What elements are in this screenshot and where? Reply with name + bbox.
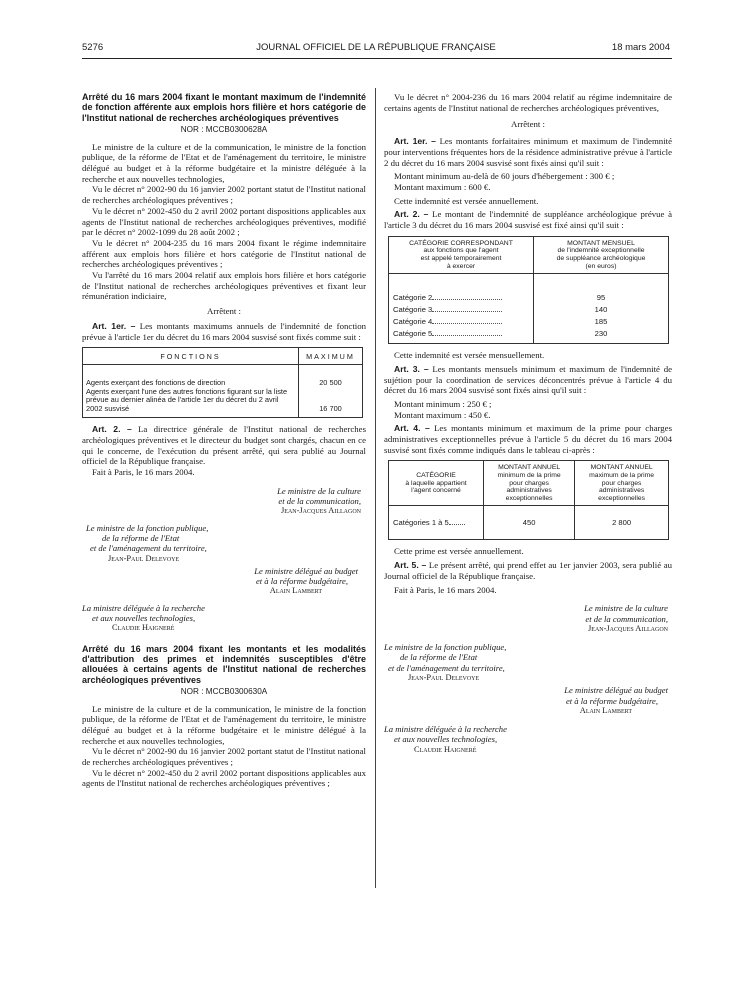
table-value-direction: 20 500 <box>319 378 342 388</box>
decree-1-article-2 <box>82 424 366 467</box>
header-line: aux fonctions que l'agent <box>423 247 499 255</box>
table-spacer <box>302 388 359 405</box>
right-column <box>384 92 672 755</box>
decree-1-vu-3: Vu le décret n° 2004-235 du 16 mars 2004 fixant le régime indemnitaire afférent aux emplois hors filière et hors catégorie de l'Institut national de recherches archéologiques préventives ; <box>82 237 366 270</box>
signature-title: Le ministre de la culture <box>584 603 668 614</box>
decree-1-vu-4: Vu l'arrêté du 16 mars 2004 relatif aux emplois hors filière et hors catégorie de l'Institut national de recherches archéologiques préventives et fixant leur rémunération indiciaire, <box>82 270 366 302</box>
header-line: administratives <box>506 487 552 495</box>
table-value-minimum: 450 <box>484 506 575 540</box>
header-line: MONTANT ANNUEL <box>590 464 653 472</box>
signature-title: La ministre déléguée à la recherche <box>82 602 205 613</box>
decree-2-title: Arrêté du 16 mars 2004 fixant les montants et les modalités d'attribution des primes et indemnités susceptibles d'être allouées à certains agents de l'Institut national de recherches archéologiques préventives <box>82 643 366 685</box>
header-line: MONTANT MENSUEL <box>567 239 635 247</box>
suppleance-table <box>388 236 669 344</box>
header-line: à exercer <box>446 262 476 270</box>
table-header-montant <box>534 236 669 273</box>
decree-2-article-1 <box>384 136 672 168</box>
header-line: (en euros) <box>585 262 617 270</box>
signature-title: et de l'aménagement du territoire, <box>388 662 505 673</box>
category-label: Catégories 1 à 5 <box>393 518 449 528</box>
prime-table <box>388 460 669 540</box>
signature-recherche <box>82 603 366 634</box>
signature-culture <box>384 603 672 634</box>
article-label: Art. 1er. – <box>92 320 136 331</box>
article-label: Art. 1er. – <box>394 136 436 147</box>
decree-2-vu-2: Vu le décret n° 2002-450 du 2 avril 2002 portant dispositions applicables aux agents de l'Institut national de recherches archéologiques préventives ; <box>82 767 366 789</box>
header-line: pour charges <box>509 479 549 487</box>
signature-name: Alain Lambert <box>579 705 632 715</box>
signature-title: La ministre déléguée à la recherche <box>384 724 507 735</box>
signature-fonction-publique <box>384 642 672 683</box>
decree-1-nor: NOR : MCCB0300628A <box>180 124 268 134</box>
article-text: Les montants forfaitaires minimum et maximum de l'indemnité pour interventions fréquentes hors de la résidence administrative prévue à l'article 2 du décret du 16 mars 2004 susvisé sont fixés ainsi qu'il suit : <box>384 136 672 168</box>
article-text: Le montant de l'indemnité de suppléance archéologique prévue à l'article 3 du décret du 16 mars 2004 susvisé est fixé ainsi qu'il suit : <box>384 209 672 231</box>
article-1-maximum: Montant maximum : 600 €. <box>394 181 491 192</box>
table-row-direction: Agents exerçant des fonctions de direction <box>86 378 226 388</box>
table-header-fonctions: FONCTIONS <box>83 348 299 365</box>
header-line: minimum de la prime <box>497 472 561 480</box>
table-cell-fonctions <box>83 365 299 418</box>
signature-title: et de la communication, <box>278 496 361 507</box>
header-line: exceptionnelles <box>505 494 553 502</box>
decree-2-article-4 <box>384 423 672 455</box>
signature-title: et de la communication, <box>585 613 668 624</box>
column-separator <box>375 88 376 888</box>
article-label: Art. 3. – <box>394 363 429 374</box>
page-header <box>82 42 670 56</box>
signature-title: et aux nouvelles technologies, <box>394 734 498 745</box>
category-label: Catégorie 4 <box>393 317 433 327</box>
article-3-minimum: Montant minimum : 250 € ; <box>394 398 492 409</box>
signature-title: de la réforme de l'Etat <box>102 532 180 543</box>
leader-dots <box>432 299 502 300</box>
decree-2-article-2 <box>384 209 672 230</box>
signature-name: Claudie Haigneré <box>414 744 477 754</box>
table-header-maximum: MAXIMUM <box>299 348 363 365</box>
table-row <box>393 304 529 316</box>
table-value: 140 <box>594 305 608 315</box>
table-header-categorie <box>389 461 484 506</box>
decree-2-article-5 <box>384 560 672 581</box>
table-cell-categorie <box>389 506 484 540</box>
table-value: 95 <box>596 293 606 303</box>
signature-budget <box>384 685 672 716</box>
decree-2-vu-3: Vu le décret n° 2004-236 du 16 mars 2004 relatif au régime indemnitaire de certains agents de l'Institut national de recherches archéologiques préventives, <box>384 92 672 113</box>
table-value: 185 <box>594 317 608 327</box>
decree-2-fait: Fait à Paris, le 16 mars 2004. <box>394 584 497 595</box>
page-number: 5276 <box>82 42 104 53</box>
table-cell-montants <box>534 274 669 344</box>
article-label: Art. 2. – <box>92 424 132 435</box>
header-line: à laquelle appartient <box>405 479 467 487</box>
header-line: l'agent concerné <box>411 487 461 495</box>
category-label: Catégorie 3 <box>393 305 433 315</box>
article-3-maximum: Montant maximum : 450 €. <box>394 409 491 420</box>
decree-1-preamble: Le ministre de la culture et de la communication, le ministre de la fonction publique, de la réforme de l'Etat et de l'aménagement du territoire, le ministre délégué au budget et à la réforme budgétaire et la ministre déléguée à la recherche et aux nouvelles technologies, <box>82 141 366 184</box>
table-header-minimum <box>484 461 575 506</box>
leader-dots <box>432 311 502 312</box>
decree-1-fait: Fait à Paris, le 16 mars 2004. <box>92 467 195 478</box>
left-column <box>82 92 366 789</box>
table-value-maximum: 2 800 <box>575 506 669 540</box>
table-row-autres: Agents exerçant l'une des autres fonctions figurant sur la liste prévue au dernier alinéa de l'article 1er du décret du 2 avril 2002 susvisé <box>86 386 288 413</box>
signature-title: Le ministre délégué au budget <box>254 565 358 576</box>
article-label: Art. 4. – <box>394 423 430 434</box>
header-line: de l'indemnité exceptionnelle <box>557 247 645 255</box>
article-label: Art. 5. – <box>394 560 427 571</box>
table-value-autres: 16 700 <box>319 403 342 413</box>
article-text: La directrice générale de l'Institut national de recherches archéologiques préventives et le directeur du budget sont chargés, chacun en ce qui le concerne, de l'exécution du présent arrêté, qui sera publié au Journal officiel de la République française. <box>82 424 366 467</box>
header-rule <box>82 58 672 59</box>
signature-title: Le ministre délégué au budget <box>564 685 668 696</box>
signature-title: Le ministre de la culture <box>277 485 361 496</box>
signature-title: Le ministre de la fonction publique, <box>384 642 507 653</box>
header-line: exceptionnelles <box>598 494 646 502</box>
decree-2-arretent: Arrêtent : <box>511 119 545 130</box>
header-line: maximum de la prime <box>589 472 655 480</box>
signature-title: Le ministre de la fonction publique, <box>86 522 209 533</box>
decree-1-vu-1: Vu le décret n° 2002-90 du 16 janvier 2002 portant statut de l'Institut national de recherches archéologiques préventives ; <box>82 184 366 206</box>
signature-recherche <box>384 724 672 755</box>
signature-name: Jean-Jacques Aillagon <box>281 506 361 516</box>
signature-title: de la réforme de l'Etat <box>400 652 478 663</box>
signature-title: et aux nouvelles technologies, <box>92 613 196 624</box>
signature-name: Claudie Haigneré <box>112 623 175 633</box>
leader-dots <box>432 323 502 324</box>
header-line: CATÉGORIE CORRESPONDANT <box>409 239 513 247</box>
article-text: Les montants minimum et maximum de la prime pour charges administratives exceptionnelles prévue à l'article 5 du décret du 16 mars 2004 susvisé sont fixés comme indiqués dans le tableau ci-après : <box>384 423 673 455</box>
table-header-categorie <box>389 236 534 273</box>
signature-name: Jean-Jacques Aillagon <box>588 623 668 633</box>
decree-1-arretent: Arrêtent : <box>207 306 241 317</box>
signature-fonction-publique <box>82 523 366 564</box>
article-text: Les montants mensuels minimum et maximum de l'indemnité de sujétion pour la coordination de services déconcentrés prévue à l'article 4 du décret du 16 mars 2004 susvisé sont fixés ainsi qu'il suit : <box>384 363 673 396</box>
header-line: MONTANT ANNUEL <box>498 464 561 472</box>
signature-title: et à la réforme budgétaire, <box>565 695 658 706</box>
decree-1-article-1 <box>82 321 366 342</box>
decree-1-title: Arrêté du 16 mars 2004 fixant le montant maximum de l'indemnité de fonction afférente aux emplois hors filière et hors catégorie de l'Institut national de recherches archéologiques préventives <box>82 92 366 123</box>
journal-title: JOURNAL OFFICIEL DE LA RÉPUBLIQUE FRANÇAISE <box>256 42 496 53</box>
decree-1-vu-2: Vu le décret n° 2002-450 du 2 avril 2002 portant dispositions applicables aux agents de l'Institut national de recherches archéologiques préventives, modifié par le décret n° 2002-1099 du 28 août 2002 ; <box>82 205 366 238</box>
decree-2-preamble: Le ministre de la culture et de la communication, le ministre de la fonction publique, de la réforme de l'Etat et de l'aménagement du territoire, le ministre délégué au budget et à la réforme budgétaire et le ministre délégué à la recherche et aux nouvelles technologies, <box>82 703 366 746</box>
header-line: CATÉGORIE <box>416 472 456 480</box>
leader-dots <box>432 335 502 336</box>
decree-2-nor: NOR : MCCB0300630A <box>180 686 268 696</box>
signature-title: et de l'aménagement du territoire, <box>90 543 207 554</box>
category-label: Catégorie 2 <box>393 293 433 303</box>
table-row <box>393 292 529 304</box>
signature-name: Jean-Paul Delevoye <box>108 553 180 563</box>
article-1-note: Cette indemnité est versée annuellement. <box>394 195 539 206</box>
header-line: de suppléance archéologique <box>556 254 646 262</box>
table-header-maximum <box>575 461 669 506</box>
signature-name: Jean-Paul Delevoye <box>408 673 480 682</box>
category-label: Catégorie 5 <box>393 329 433 339</box>
header-line: est appelé temporairement <box>420 254 502 262</box>
article-text: Les montants maximums annuels de l'indemnité de fonction prévue à l'article 1er du décret du 16 mars 2004 susvisé sont fixés comme suit : <box>82 320 367 342</box>
article-label: Art. 2. – <box>394 209 429 220</box>
header-line: pour charges <box>601 479 642 487</box>
table-value: 230 <box>594 329 608 339</box>
signature-title: et à la réforme budgétaire, <box>255 576 348 587</box>
fonctions-table <box>82 347 363 418</box>
article-1-minimum: Montant minimum au-delà de 60 jours d'hébergement : 300 € ; <box>394 171 615 182</box>
signature-name: Alain Lambert <box>269 586 322 596</box>
issue-date: 18 mars 2004 <box>611 42 670 53</box>
article-4-note: Cette prime est versée annuellement. <box>394 546 524 557</box>
decree-2-article-3 <box>384 364 672 396</box>
header-line: administratives <box>598 487 645 495</box>
decree-2-vu-1: Vu le décret n° 2002-90 du 16 janvier 2002 portant statut de l'Institut national de recherches archéologiques préventives ; <box>82 746 366 768</box>
table-row <box>393 328 529 340</box>
table-cell-maximum <box>299 365 363 418</box>
leader-dots <box>449 524 465 525</box>
signature-culture <box>82 486 366 517</box>
article-2-note: Cette indemnité est versée mensuellement. <box>394 350 545 361</box>
signature-budget <box>82 566 366 597</box>
table-row <box>393 316 529 328</box>
table-cell-categories <box>389 274 534 344</box>
article-text: Le présent arrêté, qui prend effet au 1er janvier 2003, sera publié au Journal officiel de la République française. <box>384 560 672 581</box>
